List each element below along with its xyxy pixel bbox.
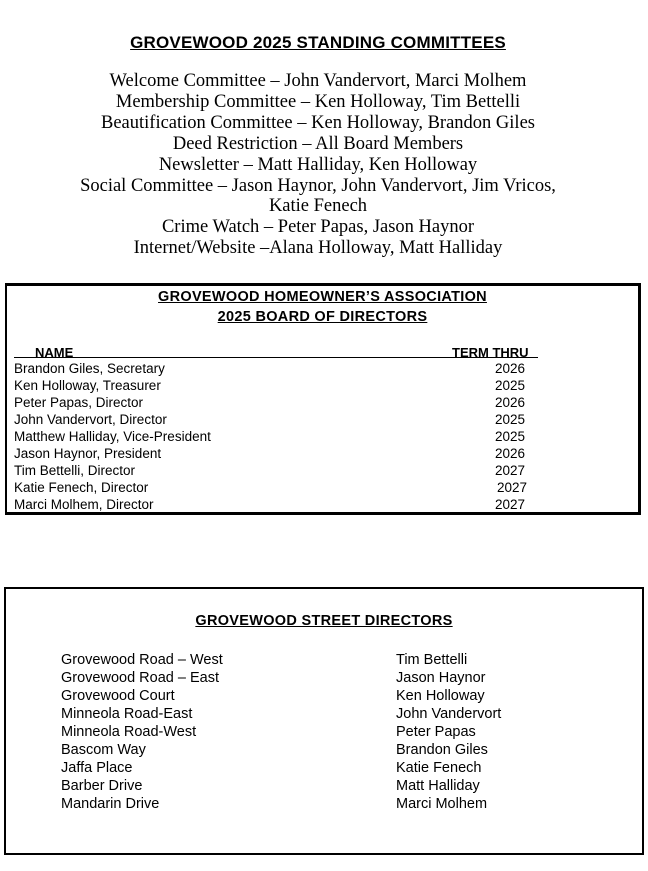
board-row (14, 445, 538, 462)
street-directors-box (4, 587, 644, 855)
director-name: Matthew Halliday, Vice-President (14, 429, 211, 444)
street-director: Katie Fenech (396, 760, 482, 776)
board-row (14, 496, 538, 513)
street-directors-title: GROVEWOOD STREET DIRECTORS (195, 613, 453, 629)
street-row (6, 651, 642, 669)
term-year: 2027 (496, 480, 527, 495)
committees-list (0, 71, 636, 259)
board-row (14, 479, 538, 496)
term-year: 2026 (494, 446, 525, 461)
term-year: 2027 (494, 463, 525, 478)
street-row (6, 669, 642, 687)
term-year: 2025 (494, 378, 525, 393)
street-director: Matt Halliday (396, 778, 480, 794)
director-name: Marci Molhem, Director (14, 497, 154, 512)
street-name: Jaffa Place (61, 760, 133, 776)
street-director: John Vandervort (396, 706, 502, 722)
street-director: Jason Haynor (396, 670, 486, 686)
director-name: Brandon Giles, Secretary (14, 361, 165, 376)
board-title: GROVEWOOD HOMEOWNER’S ASSOCIATION (158, 289, 487, 305)
term-year: 2026 (494, 395, 525, 410)
street-row (6, 687, 642, 705)
term-year: 2026 (494, 361, 525, 376)
director-name: Tim Bettelli, Director (14, 463, 136, 478)
director-name: John Vandervort, Director (14, 412, 167, 427)
header-rule (14, 357, 538, 358)
board-row (14, 377, 538, 394)
board-row (14, 360, 538, 377)
street-name: Grovewood Road – East (61, 670, 219, 686)
board-row (14, 394, 538, 411)
board-of-directors-box (5, 283, 641, 515)
committee-line: Welcome Committee – John Vandervort, Marci Molhem (109, 71, 527, 91)
term-year: 2027 (494, 497, 525, 512)
street-name: Bascom Way (61, 742, 146, 758)
director-name: Peter Papas, Director (14, 395, 144, 410)
committee-line: Newsletter – Matt Halliday, Ken Holloway (158, 154, 478, 175)
committee-line: Social Committee – Jason Haynor, John Vandervort, Jim Vricos, (80, 175, 556, 196)
street-director: Ken Holloway (396, 688, 485, 704)
board-subtitle: 2025 BOARD OF DIRECTORS (217, 309, 428, 325)
board-row (14, 428, 538, 445)
committee-line: Crime Watch – Peter Papas, Jason Haynor (161, 217, 475, 238)
board-row (14, 462, 538, 479)
street-name: Mandarin Drive (61, 796, 160, 812)
street-row (6, 759, 642, 777)
street-row (6, 777, 642, 795)
street-row (6, 795, 642, 813)
street-director: Peter Papas (396, 724, 476, 740)
committee-line: Beautification Committee – Ken Holloway, Brandon Giles (101, 112, 535, 133)
street-name: Grovewood Road – West (61, 652, 223, 668)
street-director: Tim Bettelli (396, 652, 468, 668)
street-row (6, 723, 642, 741)
committee-line: Internet/Website –Alana Holloway, Matt Halliday (133, 238, 503, 259)
street-name: Minneola Road-East (61, 706, 193, 722)
column-header-name: NAME (35, 345, 74, 360)
street-name: Grovewood Court (61, 688, 175, 704)
street-row (6, 741, 642, 759)
director-name: Jason Haynor, President (14, 446, 162, 461)
board-row (14, 411, 538, 428)
street-row (6, 705, 642, 723)
committee-line: Katie Fenech (268, 196, 368, 217)
street-name: Barber Drive (61, 778, 143, 794)
street-director: Brandon Giles (396, 742, 488, 758)
director-name: Ken Holloway, Treasurer (14, 378, 161, 393)
column-header-term: TERM THRU (452, 345, 529, 360)
committees-title: GROVEWOOD 2025 STANDING COMMITTEES (130, 33, 506, 52)
street-name: Minneola Road-West (61, 724, 197, 740)
term-year: 2025 (494, 429, 525, 444)
committee-line: Deed Restriction – All Board Members (172, 133, 464, 154)
street-director: Marci Molhem (396, 796, 488, 812)
director-name: Katie Fenech, Director (14, 480, 149, 495)
term-year: 2025 (494, 412, 525, 427)
committee-line: Membership Committee – Ken Holloway, Tim Bettelli (115, 91, 521, 112)
